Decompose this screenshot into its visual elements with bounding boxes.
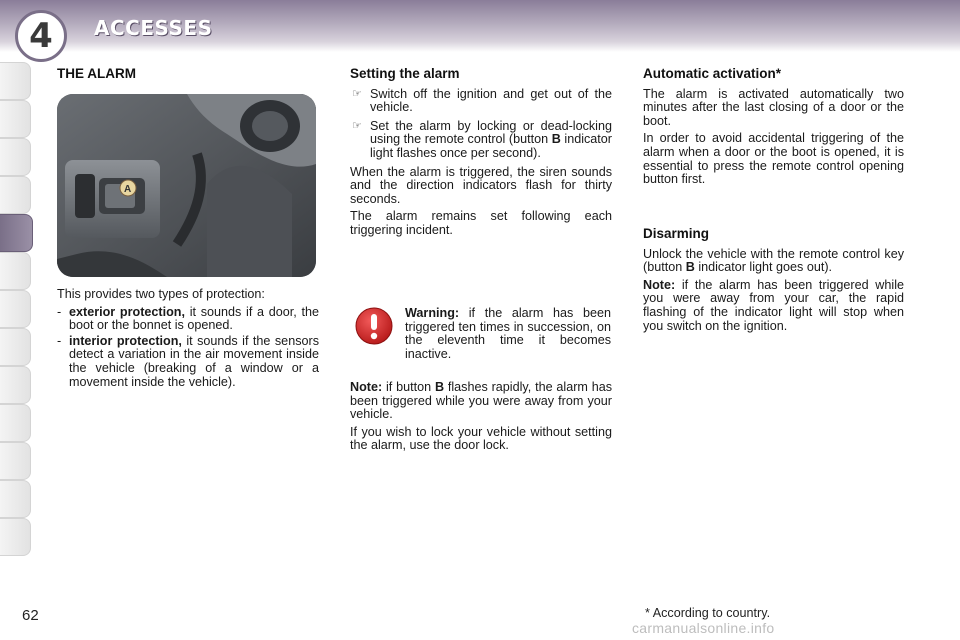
dashboard-illustration bbox=[57, 94, 316, 277]
note-paragraph: Note: if button B flashes rapidly, the alarm has been triggered while you were away from your vehicle. bbox=[350, 380, 612, 422]
section-title: Setting the alarm bbox=[350, 66, 460, 81]
chapter-tab[interactable] bbox=[0, 176, 31, 214]
warning-label: Warning: bbox=[405, 306, 460, 320]
chapter-tab[interactable] bbox=[0, 252, 31, 290]
chapter-tab[interactable] bbox=[0, 290, 31, 328]
watermark: carmanualsonline.info bbox=[632, 620, 775, 636]
photo-label-a: A bbox=[124, 184, 132, 195]
paragraph: The alarm is activated automatically two minutes after the last closing of a door or the boot. bbox=[643, 86, 904, 128]
paragraph: When the alarm is triggered, the siren sounds and the direction indicators flash for thirty seconds. bbox=[350, 164, 612, 206]
chapter-title: ACCESSES bbox=[94, 16, 213, 40]
column-setting-alarm bbox=[350, 67, 612, 242]
chapter-tab[interactable] bbox=[0, 138, 31, 176]
chapter-tab[interactable] bbox=[0, 366, 31, 404]
pointing-hand-icon: ☞ bbox=[352, 87, 362, 100]
column-setting-alarm-notes bbox=[350, 381, 612, 457]
footnote: * According to country. bbox=[645, 606, 771, 620]
section-title: Automatic activation* bbox=[643, 66, 782, 81]
chapter-tab-active[interactable] bbox=[0, 214, 33, 252]
chapter-tab[interactable] bbox=[0, 328, 31, 366]
instruction-step: ☞ Switch off the ignition and get out of the vehicle. bbox=[352, 86, 612, 115]
paragraph: The alarm remains set following each triggering incident. bbox=[350, 209, 612, 237]
protection-intro: This provides two types of protection: bbox=[57, 287, 265, 301]
paragraph: In order to avoid accidental triggering of the alarm when a door or the boot is opened, it is essential to press the remote control opening button first. bbox=[643, 131, 904, 187]
pointing-hand-icon: ☞ bbox=[352, 119, 362, 132]
chapter-tab[interactable] bbox=[0, 518, 31, 556]
chapter-badge bbox=[15, 10, 67, 62]
protection-item-interior: - interior protection, it sounds if the sensors detect a variation in the air movement inside the vehicle (breaking of a window or a movement inside the vehicle). bbox=[57, 333, 319, 389]
note-paragraph: Note: if the alarm has been triggered while you were away from your car, the rapid flashing of the indicator light will stop when you switch on the ignition. bbox=[643, 277, 904, 333]
section-title: THE ALARM bbox=[57, 66, 136, 81]
chapter-tab[interactable] bbox=[0, 62, 31, 100]
exclamation-icon bbox=[355, 307, 393, 345]
page-number: 62 bbox=[22, 607, 39, 624]
chapter-tab[interactable] bbox=[0, 100, 31, 138]
paragraph: If you wish to lock your vehicle without setting the alarm, use the door lock. bbox=[350, 424, 612, 453]
paragraph: Unlock the vehicle with the remote control key (button B indicator light goes out). bbox=[643, 246, 904, 275]
chapter-number: 4 bbox=[29, 16, 53, 56]
alarm-button-photo bbox=[57, 94, 316, 277]
chapter-tab[interactable] bbox=[0, 404, 31, 442]
protection-item-exterior: - exterior protection, it sounds if a door, the boot or the bonnet is opened. bbox=[57, 304, 320, 333]
protection-list bbox=[57, 288, 319, 391]
chapter-tab[interactable] bbox=[0, 442, 31, 480]
column-disarming bbox=[643, 227, 904, 337]
chapter-tab[interactable] bbox=[0, 480, 31, 518]
column-alarm-intro bbox=[57, 67, 319, 81]
column-automatic-activation bbox=[643, 67, 904, 191]
warning-box: Warning: if the alarm has been triggered ten times in succession, on the eleventh time it becomes inactive. bbox=[405, 306, 611, 361]
instruction-step: ☞ Set the alarm by locking or dead-locking using the remote control (button B indicator light flashes once per second). bbox=[352, 118, 612, 160]
section-title: Disarming bbox=[643, 226, 710, 241]
chapter-tabs bbox=[0, 62, 34, 574]
